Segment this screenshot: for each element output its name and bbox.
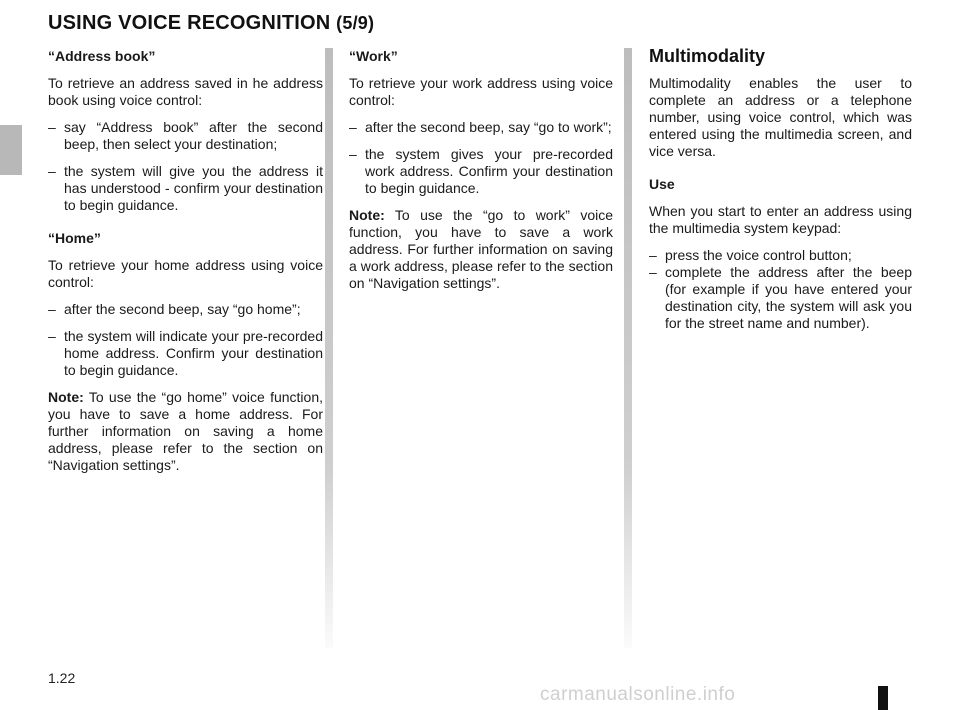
note-text: To use the “go home” voice function, you have to save a home address. For further information on saving a home address, please refer to the section on “Navigation settings”. [48, 389, 323, 473]
use-steps [649, 247, 912, 332]
column-right [649, 48, 912, 342]
title-text: USING VOICE RECOGNITION [48, 12, 331, 34]
page-corner-marker [878, 686, 888, 710]
list-item: – the system will indicate your pre-recorded home address. Confirm your destination to begin guidance. [48, 328, 323, 379]
list-item: – press the voice control button; [649, 247, 912, 264]
page-title [48, 12, 374, 35]
work-intro: To retrieve your work address using voice control: [349, 75, 613, 108]
address-book-intro: To retrieve an address saved in he address book using voice control: [48, 75, 323, 108]
multimodality-text: Multimodality enables the user to complete an address or a telephone number, using voice control, which was entered using the multimedia screen, and vice versa. [649, 75, 912, 159]
list-item: – after the second beep, say “go home”; [48, 301, 323, 318]
multimodality-heading: Multimodality [649, 46, 765, 66]
work-heading: “Work” [349, 48, 398, 64]
list-item: – complete the address after the beep (for example if you have entered your destination city, the system will ask you for the street name and number). [649, 264, 912, 332]
list-item: – the system gives your pre-recorded work address. Confirm your destination to begin guidance. [349, 146, 613, 197]
note-label: Note: [48, 389, 84, 405]
watermark: carmanualsonline.info [540, 684, 736, 705]
list-item: – after the second beep, say “go to work”; [349, 119, 613, 136]
list-item: – the system will give you the address it has understood - confirm your destination to begin guidance. [48, 163, 323, 214]
column-middle [349, 48, 613, 302]
address-book-steps [48, 119, 323, 214]
use-heading: Use [649, 176, 675, 192]
note-label: Note: [349, 207, 385, 223]
section-tab-marker [0, 125, 22, 175]
column-divider [325, 48, 333, 648]
home-steps [48, 301, 323, 379]
title-part: (5/9) [336, 13, 375, 33]
column-divider [624, 48, 632, 648]
page-number: 1.22 [48, 670, 76, 686]
work-note [349, 207, 613, 292]
column-left [48, 48, 323, 484]
home-note [48, 389, 323, 474]
work-steps [349, 119, 613, 197]
list-item: – say “Address book” after the second beep, then select your destination; [48, 119, 323, 153]
use-intro: When you start to enter an address using the multimedia system keypad: [649, 203, 912, 236]
home-heading: “Home” [48, 230, 101, 246]
address-book-heading: “Address book” [48, 48, 156, 64]
home-intro: To retrieve your home address using voice control: [48, 257, 323, 290]
note-text: To use the “go to work” voice function, you have to save a work address. For further information on saving a work address, please refer to the section on “Navigation settings”. [349, 207, 613, 291]
